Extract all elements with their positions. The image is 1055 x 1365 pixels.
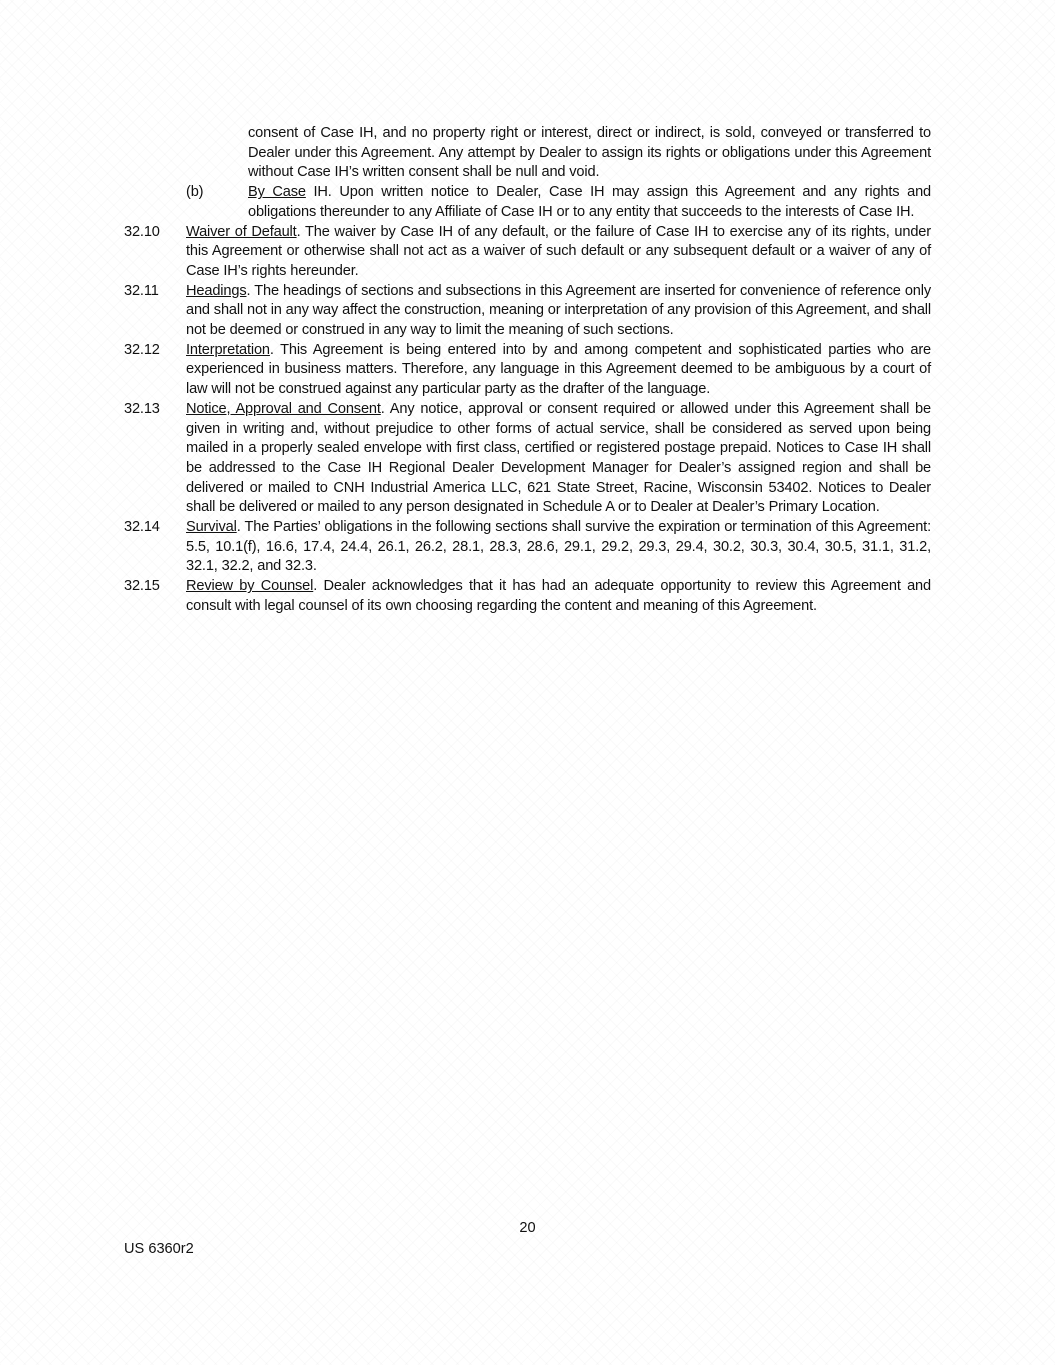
- subsection-continuation-text: consent of Case IH, and no property right or interest, direct or indirect, is sold, conveyed or transferred to Dealer under this Agreement. Any attempt by Dealer to assign its rights or obligations under this Agreement without Case IH’s written consent shall be null and void.: [248, 125, 931, 181]
- section-heading: Waiver of Default: [186, 223, 297, 240]
- section-heading: Notice, Approval and Consent: [186, 400, 381, 417]
- subsection-continuation: [124, 124, 931, 183]
- subsection-heading: By Case: [248, 184, 306, 201]
- section-32-11: [124, 282, 931, 341]
- section-text: . Dealer acknowledges that it has had an adequate opportunity to review this Agreement and consult with legal counsel of its own choosing regarding the content and meaning of this Agreement.: [186, 578, 931, 614]
- section-32-13: [124, 400, 931, 518]
- section-32-15: [124, 577, 931, 616]
- section-32-12: [124, 341, 931, 400]
- section-text: . The waiver by Case IH of any default, or the failure of Case IH to exercise any of its rights, under this Agreement or otherwise shall not act as a waiver of such default or any subsequent default or a waiver of any of Case IH’s rights hereunder.: [186, 223, 931, 279]
- section-heading: Review by Counsel: [186, 578, 314, 595]
- section-heading: Interpretation: [186, 341, 270, 358]
- subsection-label: (b): [186, 184, 204, 201]
- section-number: 32.11: [124, 282, 159, 299]
- section-number: 32.15: [124, 578, 160, 595]
- section-number: 32.12: [124, 341, 160, 358]
- section-text: . This Agreement is being entered into by and among competent and sophisticated parties who are experienced in business matters. Therefore, any language in this Agreement deemed to be ambiguous by a court of law will not be construed against any particular party as the drafter of the language.: [186, 341, 931, 398]
- document-id: US 6360r2: [124, 1241, 194, 1257]
- subsection-b: [124, 183, 931, 222]
- section-text: . Any notice, approval or consent required or allowed under this Agreement shall be given in writing and, without prejudice to other forms of actual service, shall be considered as served upon being mailed in a properly sealed envelope with first class, certified or registered postage prepaid. Notices to Case IH shall be addressed to the Case IH Regional Dealer Development Manager for Dealer’s assigned region and shall be delivered or mailed to CNH Industrial America LLC, 621 State Street, Racine, Wisconsin 53402. Notices to Dealer shall be delivered or mailed to any person designated in Schedule A or to Dealer at Dealer’s Primary Location.: [186, 400, 931, 516]
- section-number: 32.13: [124, 400, 160, 417]
- section-number: 32.10: [124, 223, 160, 240]
- page-content: [124, 124, 931, 617]
- page-number: 20: [519, 1220, 536, 1236]
- section-heading: Headings: [186, 282, 247, 299]
- section-text: . The headings of sections and subsections in this Agreement are inserted for convenience of reference only and shall not in any way affect the construction, meaning or interpretation of any provision of this Agreement, and shall not be deemed or construed in any way to limit the meaning of such sections.: [186, 282, 931, 339]
- section-heading: Survival: [186, 519, 237, 536]
- section-number: 32.14: [124, 519, 160, 536]
- subsection-text: IH. Upon written notice to Dealer, Case IH may assign this Agreement and any rights and obligations thereunder to any Affiliate of Case IH or to any entity that succeeds to the interests of Case IH.: [248, 184, 931, 220]
- section-32-10: [124, 223, 931, 282]
- section-32-14: [124, 518, 931, 577]
- section-text: . The Parties’ obligations in the following sections shall survive the expiration or termination of this Agreement: 5.5, 10.1(f), 16.6, 17.4, 24.4, 26.1, 26.2, 28.1, 28.3, 28.6, 29.1, 29.2, 29.3, 29.4, 30.2, 30.3, 30.4, 30.5, 31.1, 31.2, 32.1, 32.2, and 32.3.: [186, 519, 931, 575]
